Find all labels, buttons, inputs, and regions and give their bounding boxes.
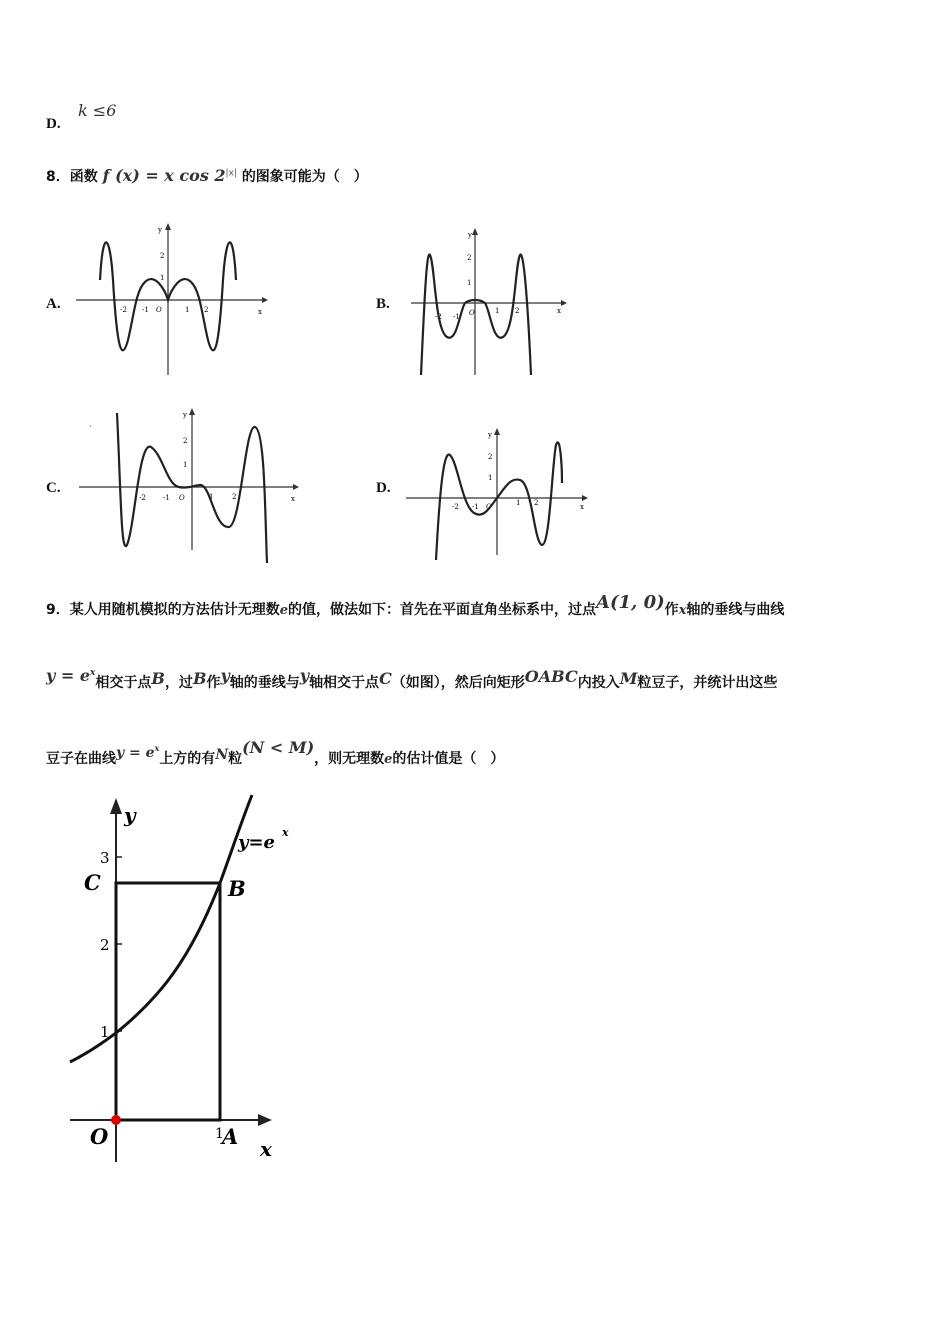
q9-text: 轴的垂线与曲线 xyxy=(686,602,785,618)
graph-d-xtick-2: 2 xyxy=(534,499,539,507)
q9-y: y xyxy=(220,666,230,685)
graph-option-d xyxy=(400,425,595,565)
graph-a-y-label: y xyxy=(158,226,162,234)
graph-c-xtick-m1: -1 xyxy=(163,494,170,502)
q9-text: ，则无理数 xyxy=(314,751,385,767)
graph-a-ytick-1: 1 xyxy=(160,274,165,282)
graph-option-c xyxy=(75,405,305,565)
q9-b: B xyxy=(192,669,207,688)
graph-c-ytick-2: 2 xyxy=(183,437,188,445)
q9-curve-exp: x xyxy=(90,668,96,679)
graph-c-origin: O xyxy=(179,494,185,502)
q9-c: C xyxy=(379,669,392,688)
graph-a-ytick-2: 2 xyxy=(160,252,165,260)
graph-d-xtick-m1: -1 xyxy=(472,503,479,511)
q9-text: 豆子在曲线 xyxy=(46,751,116,767)
graph-a-x-label: x xyxy=(258,308,262,316)
q9-text: ，过 xyxy=(164,675,193,691)
graph-c-ytick-1: 1 xyxy=(183,461,188,469)
option-a-label: A. xyxy=(46,296,61,312)
q9-fig-curve-label: y=e xyxy=(238,832,275,853)
graph-b-ytick-1: 1 xyxy=(467,279,472,287)
q9-text: 粒豆子，并统计出这些 xyxy=(637,675,778,691)
graph-c-xtick-2: 2 xyxy=(232,493,237,501)
graph-c-xtick-m2: -2 xyxy=(139,494,146,502)
q9-text: 作 xyxy=(664,602,679,618)
q9-figure xyxy=(60,790,310,1170)
q9-m: M xyxy=(619,669,638,688)
graph-b-y-label: y xyxy=(468,231,472,239)
graph-d-ytick-2: 2 xyxy=(488,453,493,461)
q9-text: 内投入 xyxy=(577,675,620,691)
graph-a-origin: O xyxy=(156,306,162,314)
q9-fig-label-o: O xyxy=(90,1124,109,1149)
graph-a-xtick-m1: -1 xyxy=(142,306,149,314)
graph-d-origin: O xyxy=(486,503,492,511)
graph-c-stray-dot: · xyxy=(89,422,92,431)
graph-a-xtick-2: 2 xyxy=(204,306,209,314)
q9-y: y xyxy=(299,666,310,685)
graph-b-xtick-1: 1 xyxy=(495,307,500,315)
q9-e: e xyxy=(384,752,393,767)
q9-text: 的估计值是（ ） xyxy=(392,751,505,767)
question-8-prefix: 函数 xyxy=(69,169,98,185)
q9-text: 粒 xyxy=(228,751,243,767)
option-d8-label: D. xyxy=(376,480,391,496)
graph-b-x-label: x xyxy=(557,307,561,315)
q9-x: x xyxy=(678,603,687,618)
q9-text: 上方的有 xyxy=(159,751,216,767)
graph-b-ytick-2: 2 xyxy=(467,254,472,262)
graph-c-xtick-1: 1 xyxy=(209,493,214,501)
q9-text: 的值，做法如下：首先在平面直角坐标系中，过点 xyxy=(288,602,597,618)
q9-fig-tick-1: 1 xyxy=(100,1023,110,1041)
option-b-label: B. xyxy=(376,296,390,312)
q9-text: 作 xyxy=(206,675,221,691)
option-c-label: C. xyxy=(46,480,61,496)
question-8-function: f (x) = x cos 2 xyxy=(102,166,226,185)
question-8-exponent: |x| xyxy=(225,168,237,179)
q9-n: N xyxy=(215,747,229,763)
graph-b-xtick-m2: -2 xyxy=(435,313,442,321)
question-9-line-1 xyxy=(46,592,785,619)
q9-text: 某人用随机模拟的方法估计无理数 xyxy=(69,602,280,618)
q9-fig-curve-exp: x xyxy=(282,826,289,839)
graph-b-origin: O xyxy=(469,309,475,317)
q9-fig-y-label: y xyxy=(124,803,136,827)
graph-option-b xyxy=(405,225,575,380)
option-d-expression: k ≤6 xyxy=(78,101,117,120)
graph-c-y-label: y xyxy=(183,411,187,419)
graph-d-xtick-1: 1 xyxy=(516,499,521,507)
question-8-stem xyxy=(46,166,368,186)
q9-text: 相交于点 xyxy=(95,675,152,691)
graph-d-ytick-1: 1 xyxy=(488,474,493,482)
graph-option-a xyxy=(70,220,270,380)
question-9-line-2 xyxy=(46,666,778,692)
q9-fig-x-label: x xyxy=(260,1137,272,1161)
q9-curve: y = e xyxy=(116,745,155,761)
q9-text: 轴相交于点 xyxy=(309,675,380,691)
question-9-number: 9． xyxy=(46,602,70,618)
q9-fig-label-a: A xyxy=(222,1124,239,1149)
graph-d-y-label: y xyxy=(488,431,492,439)
q9-text: （如图），然后向矩形 xyxy=(391,675,525,691)
graph-c-x-label: x xyxy=(291,495,295,503)
q9-fig-label-c: C xyxy=(84,870,101,895)
q9-curve: y = e xyxy=(46,666,91,685)
question-8-number: 8． xyxy=(46,169,70,185)
q9-point-a: A(1, 0) xyxy=(596,592,665,613)
q9-b: B xyxy=(151,669,165,688)
option-d-label: D. xyxy=(46,116,61,132)
q9-condition: (N < M) xyxy=(242,738,315,757)
q9-rect: OABC xyxy=(524,667,578,686)
graph-b-xtick-2: 2 xyxy=(515,307,520,315)
q9-fig-tick-3: 3 xyxy=(100,849,110,867)
graph-d-x-label: x xyxy=(580,503,584,511)
graph-b-xtick-m1: -1 xyxy=(453,313,460,321)
q9-text: 轴的垂线与 xyxy=(229,675,300,691)
q9-curve-exp: x xyxy=(154,743,160,754)
graph-a-xtick-1: 1 xyxy=(185,306,190,314)
question-9-line-3 xyxy=(46,738,505,768)
q9-fig-tick-2: 2 xyxy=(100,936,110,954)
graph-d-xtick-m2: -2 xyxy=(452,503,459,511)
q9-fig-tick-x1: 1 xyxy=(215,1126,224,1142)
q9-e: e xyxy=(279,603,289,618)
question-8-suffix: 的图象可能为（ ） xyxy=(241,169,368,185)
q9-fig-label-b: B xyxy=(228,876,246,901)
graph-a-xtick-m2: -2 xyxy=(120,306,127,314)
